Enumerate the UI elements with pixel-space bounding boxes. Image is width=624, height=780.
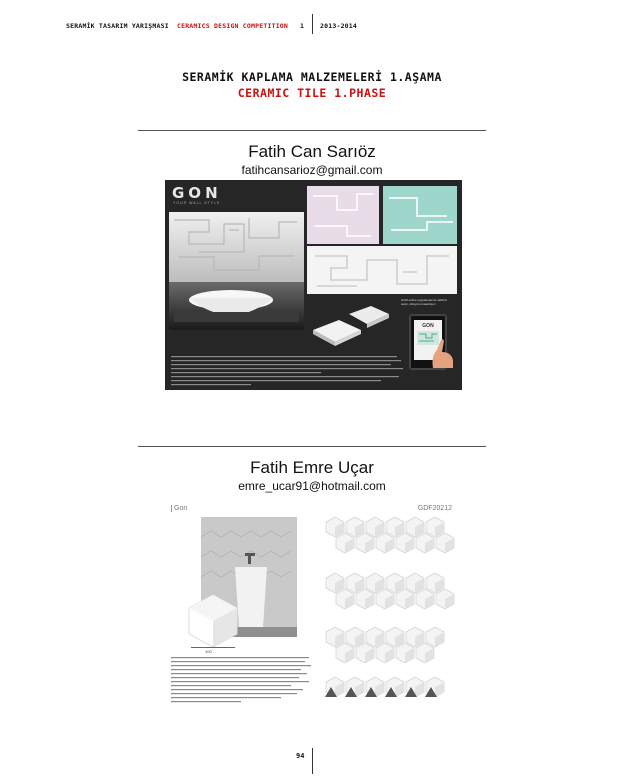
title-english: CERAMIC TILE 1.PHASE: [237, 86, 387, 100]
header-en: CERAMICS DESIGN COMPETITION: [176, 22, 289, 30]
entry2-name: Fatih Emre Uçar: [250, 458, 374, 477]
board1-text-lines: [171, 356, 407, 387]
board2-hex-patterns: [323, 515, 457, 703]
board2-brand-text: Gon: [174, 505, 188, 512]
board1-white-panel: [307, 246, 457, 294]
entry1-rule: [138, 130, 486, 131]
board1-tagline: YOUR WALL STYLE: [173, 201, 221, 205]
board1-note: GON online uygulaması ile sitilinizi seçin, dizaynını tasarlayın: [401, 298, 448, 306]
entry2-email: emre_ucar91@hotmail.com: [238, 479, 386, 493]
header-divider: [312, 14, 313, 34]
board1-tile-samples: [309, 306, 393, 352]
board1-text-bars: [171, 356, 407, 386]
header-tr: SERAMİK TASARIM YARIŞMASI: [66, 22, 169, 30]
footer-divider: [312, 748, 313, 774]
entry2-board: [165, 497, 462, 707]
entry2-rule: [138, 446, 486, 447]
title-turkish: SERAMİK KAPLAMA MALZEMELERİ 1.AŞAMA: [182, 70, 442, 84]
entry1-name: Fatih Can Sarıöz: [248, 142, 376, 161]
page-number: 94: [296, 752, 305, 760]
header-left: [66, 22, 288, 30]
header-years: 2013-2014: [320, 22, 358, 30]
board2-dimension: 100: [205, 649, 212, 654]
board2-code: GDF20212: [417, 505, 452, 512]
header-number: 1: [300, 22, 305, 30]
entry1-email: fatihcansarioz@gmail.com: [241, 163, 383, 177]
board2-hex-tile: [185, 593, 241, 649]
board1-logo: GON: [172, 184, 222, 202]
board2-dimension-line: [191, 647, 235, 648]
entry1-board: [165, 180, 462, 390]
board1-tablet-logo: GON: [422, 323, 434, 329]
board2-description: [171, 657, 313, 707]
board2-brand: [171, 505, 187, 512]
board1-color-panels: [307, 186, 457, 244]
board1-tile-wall: [169, 212, 304, 330]
board1-hand: [429, 338, 457, 368]
